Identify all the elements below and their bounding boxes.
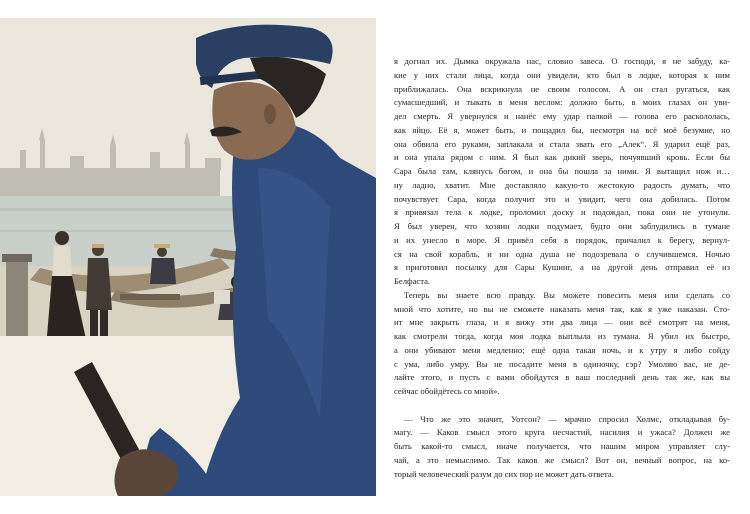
text-line: лайте этого, и пусть с вами обойдутся в ваш последний день так же, как вы xyxy=(394,372,730,383)
text-line: Я был уверен, что хозяин лодки подумает, будто они заблудились в тумане xyxy=(394,221,730,231)
text-line: магу. — Каков смысл этого круга несчастий, насилия и ужаса? Должен же xyxy=(394,427,730,438)
illustration-art xyxy=(0,18,376,496)
text-line: сейчас обойдётесь со мной». xyxy=(394,386,500,396)
paragraph xyxy=(394,55,730,289)
text-line: я привязал тела к лодке, проломил доску и подождал, пока они не утонули. xyxy=(394,207,730,218)
pier-post xyxy=(6,258,28,338)
text-line: Сара была там, клянусь богом, и она бы пошла за ними. Я вытащил нож и… xyxy=(394,166,730,176)
paragraph xyxy=(394,413,730,482)
text-line: почувствует Сара, когда получит это и увидит, чего она добилась. Потом xyxy=(394,193,730,204)
text-line: ит мне закрыть глаза, и я вижу эти два лица — они всё смотрят на меня, xyxy=(394,317,730,328)
text-line: кие у них стали лица, когда они увидели, кто был в лодке, которая к ним xyxy=(394,69,730,80)
text-line: быть какой-то смысл, иначе получается, что нашим миром управляет слу- xyxy=(394,441,730,451)
illustration xyxy=(0,18,376,496)
text-line: торый человеческий разум до сих пор не может дать ответа. xyxy=(394,468,614,479)
text-line: приближалась. Она вскрикнула не своим голосом. А он стал ругаться, как xyxy=(394,83,730,94)
text-line: ся на свой корабль, и ни одна душа не подозревала о случившемся. Ночью xyxy=(394,248,730,259)
text-line: как яйцо. Её я, может быть, и пощадил бы, несмотря на всё моё безумие, но xyxy=(394,124,730,135)
text-line: — Что же это значит, Уотсон? — мрачно спросил Холмс, откладывая бу- xyxy=(404,413,730,424)
text-line: как смотрели тогда, когда моя лодка выплыла из тумана. Я убил их быстро, xyxy=(394,331,730,341)
text-line: она обвила его руками, заплакала и стала звать его „Алек“. Я ударил ещё раз, xyxy=(394,138,730,149)
text-line: Теперь вы знаете всю правду. Вы можете повесить меня или сделать со xyxy=(404,289,730,300)
text-line: дел смерть. Я увернулся и нанёс ему удар палкой — голова его раскололась, xyxy=(394,111,730,121)
text-page xyxy=(394,55,730,481)
text-line: Белфаста. xyxy=(394,276,431,286)
text-line: я догнал их. Дымка окружала нас, словно завеса. О господи, я не забуду, ка- xyxy=(394,56,730,66)
text-line: и она упала рядом с ним. Я был как дикий зверь, почуявший кровь. Если бы xyxy=(394,152,730,163)
text-line: ну ладно, хватит. Мне доставляло какую-то жестокую радость думать, что xyxy=(394,179,730,190)
text-line: с ума, либо умру. Вы не посадите меня в одиночку, сэр? Умоляю вас, не де- xyxy=(394,358,730,369)
paragraph xyxy=(394,289,730,399)
text-line: и их унесло в море. Я привёл себя в порядок, причалил к берегу, вернул- xyxy=(394,234,730,245)
text-line: я приготовил посылку для Сары Кушинг, а на другой день отправил её из xyxy=(394,262,730,273)
text-line: мной что хотите, но вы не сможете наказать меня так, как я уже наказан. Сто- xyxy=(394,303,730,314)
text-line: чай, а это немыслимо. Так каков же смысл? Вот он, вечный вопрос, на ко- xyxy=(394,454,730,465)
text-line: а они убивают меня медленно; ещё одна такая ночь, и к утру я либо сойду xyxy=(394,344,730,355)
text-line: сумасшедший, и тыкать в меня веслом: должно быть, в моих глазах он уви- xyxy=(394,97,730,108)
